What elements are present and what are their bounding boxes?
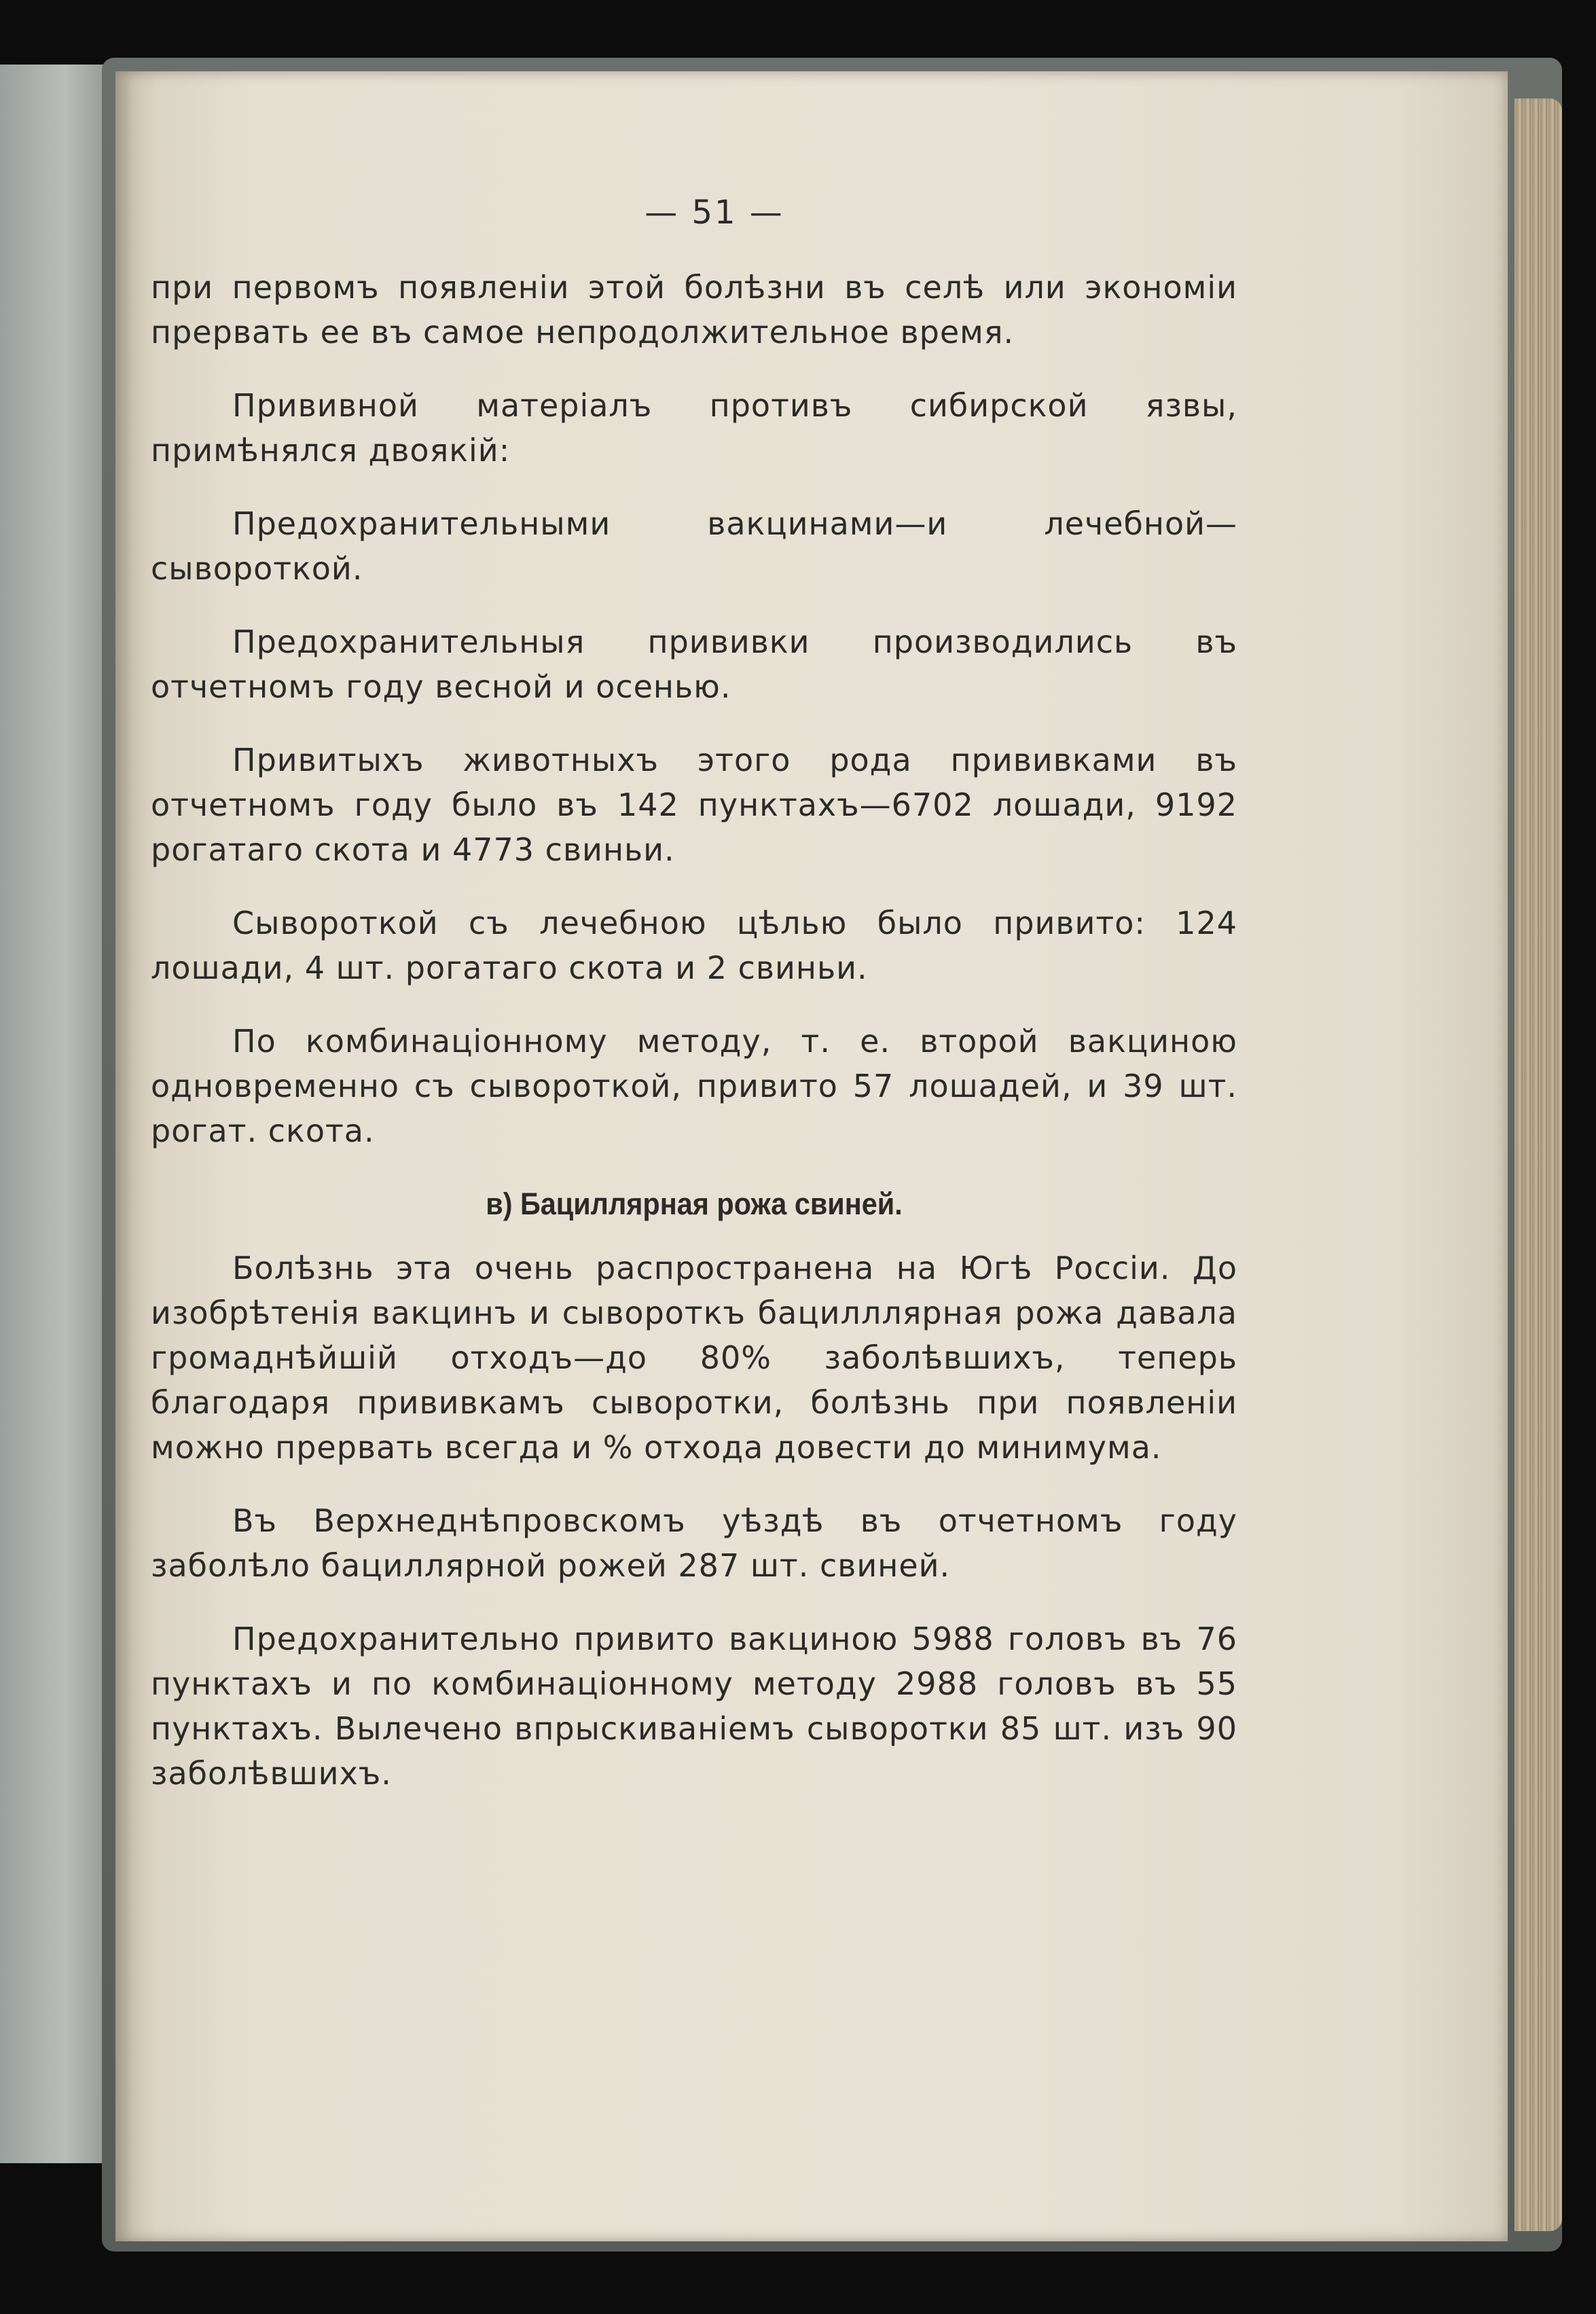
section-paragraph-1: Болѣзнь эта очень распространена на Югѣ Россіи. До изобрѣтенія вакцинъ и сывороткъ бацилллярная рожа давала громаднѣйшій отходъ—до 80% заболѣвшихъ, теперь благодаря прививкамъ сыворотки, болѣзнь при появленіи можно прервать всегда и % отхода довести до минимума. xyxy=(151,1250,1237,1466)
page-content xyxy=(151,190,1237,1824)
paragraph-7: По комбинаціонному методу, т. е. второй вакциною одновременно съ сывороткой, привито 57 лошадей, и 39 шт. рогат. скота. xyxy=(151,1023,1237,1149)
paragraph-2: Прививной матеріалъ противъ сибирской язвы, примѣнялся двоякій: xyxy=(151,387,1237,469)
section-paragraph-2: Въ Верхнеднѣпровскомъ уѣздѣ въ отчетномъ году заболѣло бациллярной рожей 287 шт. свиней. xyxy=(151,1502,1237,1584)
paragraph-6: Сывороткой съ лечебною цѣлью было привито: 124 лошади, 4 шт. рогатаго скота и 2 свиньи. xyxy=(151,905,1237,986)
paragraph-1: при первомъ появленіи этой болѣзни въ селѣ или экономіи прервать ее въ самое непродолжительное время. xyxy=(151,269,1237,350)
paragraph-5: Привитыхъ животныхъ этого рода прививками въ отчетномъ году было въ 142 пунктахъ—6702 лошади, 9192 рогатаго скота и 4773 свиньи. xyxy=(151,742,1237,868)
section-paragraph-3: Предохранительно привито вакциною 5988 головъ въ 76 пунктахъ и по комбинаціонному методу 2988 головъ въ 55 пунктахъ. Вылечено впрыскиваніемъ сыворотки 85 шт. изъ 90 заболѣвшихъ. xyxy=(151,1621,1237,1792)
page-block-edges xyxy=(1515,98,1562,2231)
page-number: — 51 — xyxy=(645,194,784,232)
paragraph-4: Предохранительныя прививки производились въ отчетномъ году весной и осенью. xyxy=(151,623,1237,705)
paragraph-3: Предохранительными вакцинами—и лечебной—сывороткой. xyxy=(151,505,1237,587)
section-heading: в) Бациллярная рожа свиней. xyxy=(486,1187,903,1221)
left-page-edge xyxy=(0,65,119,2163)
